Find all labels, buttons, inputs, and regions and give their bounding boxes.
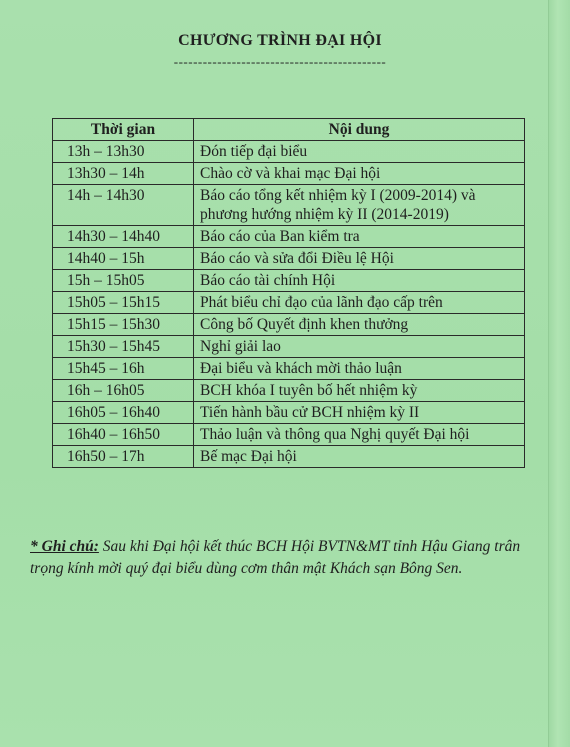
table-row bbox=[53, 292, 525, 314]
table-row bbox=[53, 424, 525, 446]
table-row bbox=[53, 402, 525, 424]
content-cell: Công bố Quyết định khen thưởng bbox=[194, 314, 525, 336]
column-header-time: Thời gian bbox=[53, 119, 194, 141]
time-cell: 16h – 16h05 bbox=[53, 380, 194, 402]
footnote bbox=[30, 536, 550, 579]
time-cell: 13h – 13h30 bbox=[53, 141, 194, 163]
content-cell: Đại biểu và khách mời thảo luận bbox=[194, 358, 525, 380]
content-cell: Báo cáo tài chính Hội bbox=[194, 270, 525, 292]
time-cell: 15h45 – 16h bbox=[53, 358, 194, 380]
table-row bbox=[53, 336, 525, 358]
footnote-lead: * Ghi chú: bbox=[30, 538, 99, 555]
content-cell: Đón tiếp đại biểu bbox=[194, 141, 525, 163]
column-header-content: Nội dung bbox=[194, 119, 525, 141]
time-cell: 14h30 – 14h40 bbox=[53, 226, 194, 248]
page-fold-edge bbox=[548, 0, 570, 747]
time-cell: 14h40 – 15h bbox=[53, 248, 194, 270]
page-title: CHƯƠNG TRÌNH ĐẠI HỘI bbox=[178, 32, 382, 49]
content-cell: Báo cáo và sửa đổi Điều lệ Hội bbox=[194, 248, 525, 270]
content-cell: Phát biểu chỉ đạo của lãnh đạo cấp trên bbox=[194, 292, 525, 314]
title-divider: -------------------------------------------- bbox=[173, 54, 387, 69]
table-row bbox=[53, 358, 525, 380]
table-row bbox=[53, 446, 525, 468]
content-cell: Báo cáo tổng kết nhiệm kỳ I (2009-2014) và phương hướng nhiệm kỳ II (2014-2019) bbox=[194, 185, 525, 226]
table-row bbox=[53, 226, 525, 248]
table-row bbox=[53, 270, 525, 292]
time-cell: 16h40 – 16h50 bbox=[53, 424, 194, 446]
time-cell: 15h – 15h05 bbox=[53, 270, 194, 292]
table-row bbox=[53, 141, 525, 163]
time-cell: 14h – 14h30 bbox=[53, 185, 194, 226]
table-header-row bbox=[53, 119, 525, 141]
table-row bbox=[53, 185, 525, 226]
content-cell: Thảo luận và thông qua Nghị quyết Đại hội bbox=[194, 424, 525, 446]
content-cell: Bế mạc Đại hội bbox=[194, 446, 525, 468]
content-cell: Báo cáo của Ban kiểm tra bbox=[194, 226, 525, 248]
time-cell: 13h30 – 14h bbox=[53, 163, 194, 185]
time-cell: 16h05 – 16h40 bbox=[53, 402, 194, 424]
table-row bbox=[53, 163, 525, 185]
content-cell: BCH khóa I tuyên bố hết nhiệm kỳ bbox=[194, 380, 525, 402]
time-cell: 16h50 – 17h bbox=[53, 446, 194, 468]
footnote-text: Sau khi Đại hội kết thúc BCH Hội BVTN&MT tỉnh Hậu Giang trân trọng kính mời quý đại biểu dùng cơm thân mật Khách sạn Bông Sen. bbox=[30, 538, 521, 577]
table-row bbox=[53, 248, 525, 270]
content-cell: Nghỉ giải lao bbox=[194, 336, 525, 358]
table-row bbox=[53, 314, 525, 336]
table-row bbox=[53, 380, 525, 402]
content-cell: Tiến hành bầu cử BCH nhiệm kỳ II bbox=[194, 402, 525, 424]
time-cell: 15h15 – 15h30 bbox=[53, 314, 194, 336]
schedule-table bbox=[52, 118, 525, 468]
time-cell: 15h05 – 15h15 bbox=[53, 292, 194, 314]
time-cell: 15h30 – 15h45 bbox=[53, 336, 194, 358]
content-cell: Chào cờ và khai mạc Đại hội bbox=[194, 163, 525, 185]
